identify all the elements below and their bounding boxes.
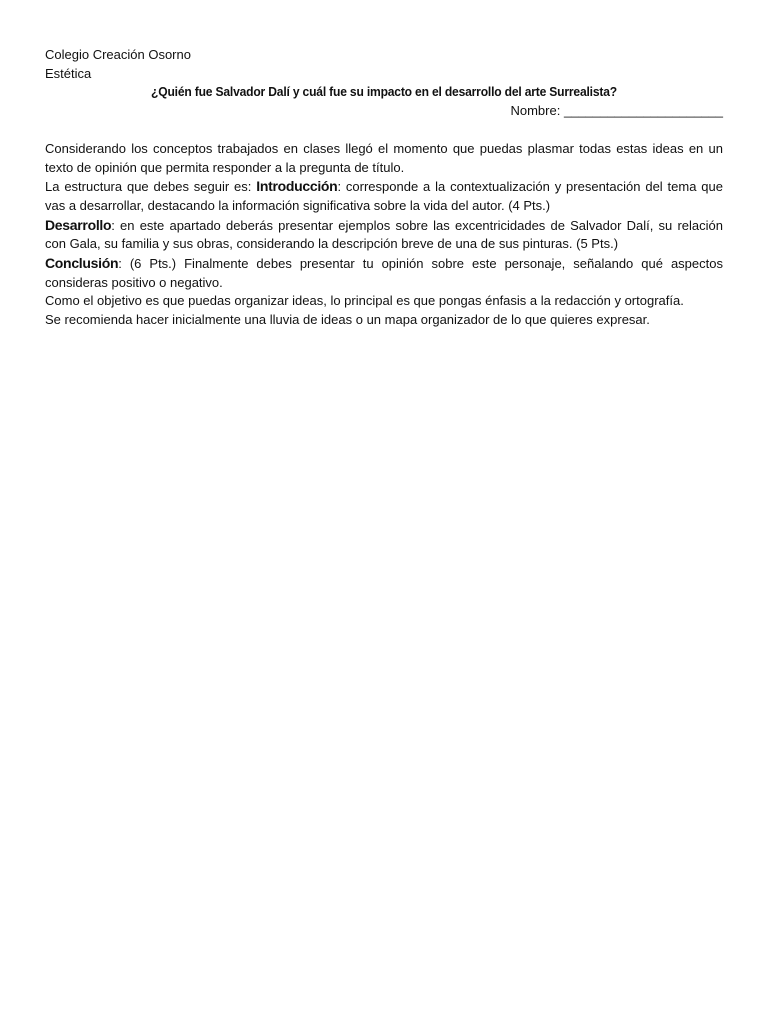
conclusion-paragraph <box>45 254 723 292</box>
name-field <box>45 102 723 121</box>
desarrollo-heading: Desarrollo <box>45 216 112 233</box>
introduccion-text: : corresponde a la contextualización y presentación del tema que vas a desarrollar, destacando la información significativa sobre la vida del autor. (4 Pts.) <box>45 179 723 213</box>
objective-paragraph: Como el objetivo es que puedas organizar ideas, lo principal es que pongas énfasis a la redacción y ortografía. <box>45 293 684 309</box>
desarrollo-text: : en este apartado deberás presentar ejemplos sobre las excentricidades de Salvador Dalí, su relación con Gala, su familia y sus obras, considerando la descripción breve de una de sus pinturas. (5 Pts.) <box>45 217 723 252</box>
intro-paragraph: Considerando los conceptos trabajados en clases llegó el momento que puedas plasmar todas estas ideas en un texto de opinión que permita responder a la pregunta de título. <box>45 140 723 175</box>
subject-name: Estética <box>45 65 92 81</box>
document-page <box>45 46 723 330</box>
name-blank: ______________________ <box>563 103 723 119</box>
name-label: Nombre: <box>510 103 561 119</box>
recommendation-paragraph: Se recomienda hacer inicialmente una lluvia de ideas o un mapa organizador de lo que quieres expresar. <box>45 312 650 328</box>
introduccion-heading: Introducción <box>256 178 338 195</box>
conclusion-heading: Conclusión <box>45 255 119 272</box>
conclusion-text: : (6 Pts.) Finalmente debes presentar tu opinión sobre este personaje, señalando qué aspectos consideras positivo o negativo. <box>45 256 723 290</box>
school-name: Colegio Creación Osorno <box>45 47 191 62</box>
introduccion-paragraph <box>45 177 723 215</box>
document-title: ¿Quién fue Salvador Dalí y cuál fue su impacto en el desarrollo del arte Surrealista? <box>151 84 617 100</box>
structure-lead: La estructura que debes seguir es: <box>45 179 257 195</box>
desarrollo-paragraph <box>45 216 723 254</box>
